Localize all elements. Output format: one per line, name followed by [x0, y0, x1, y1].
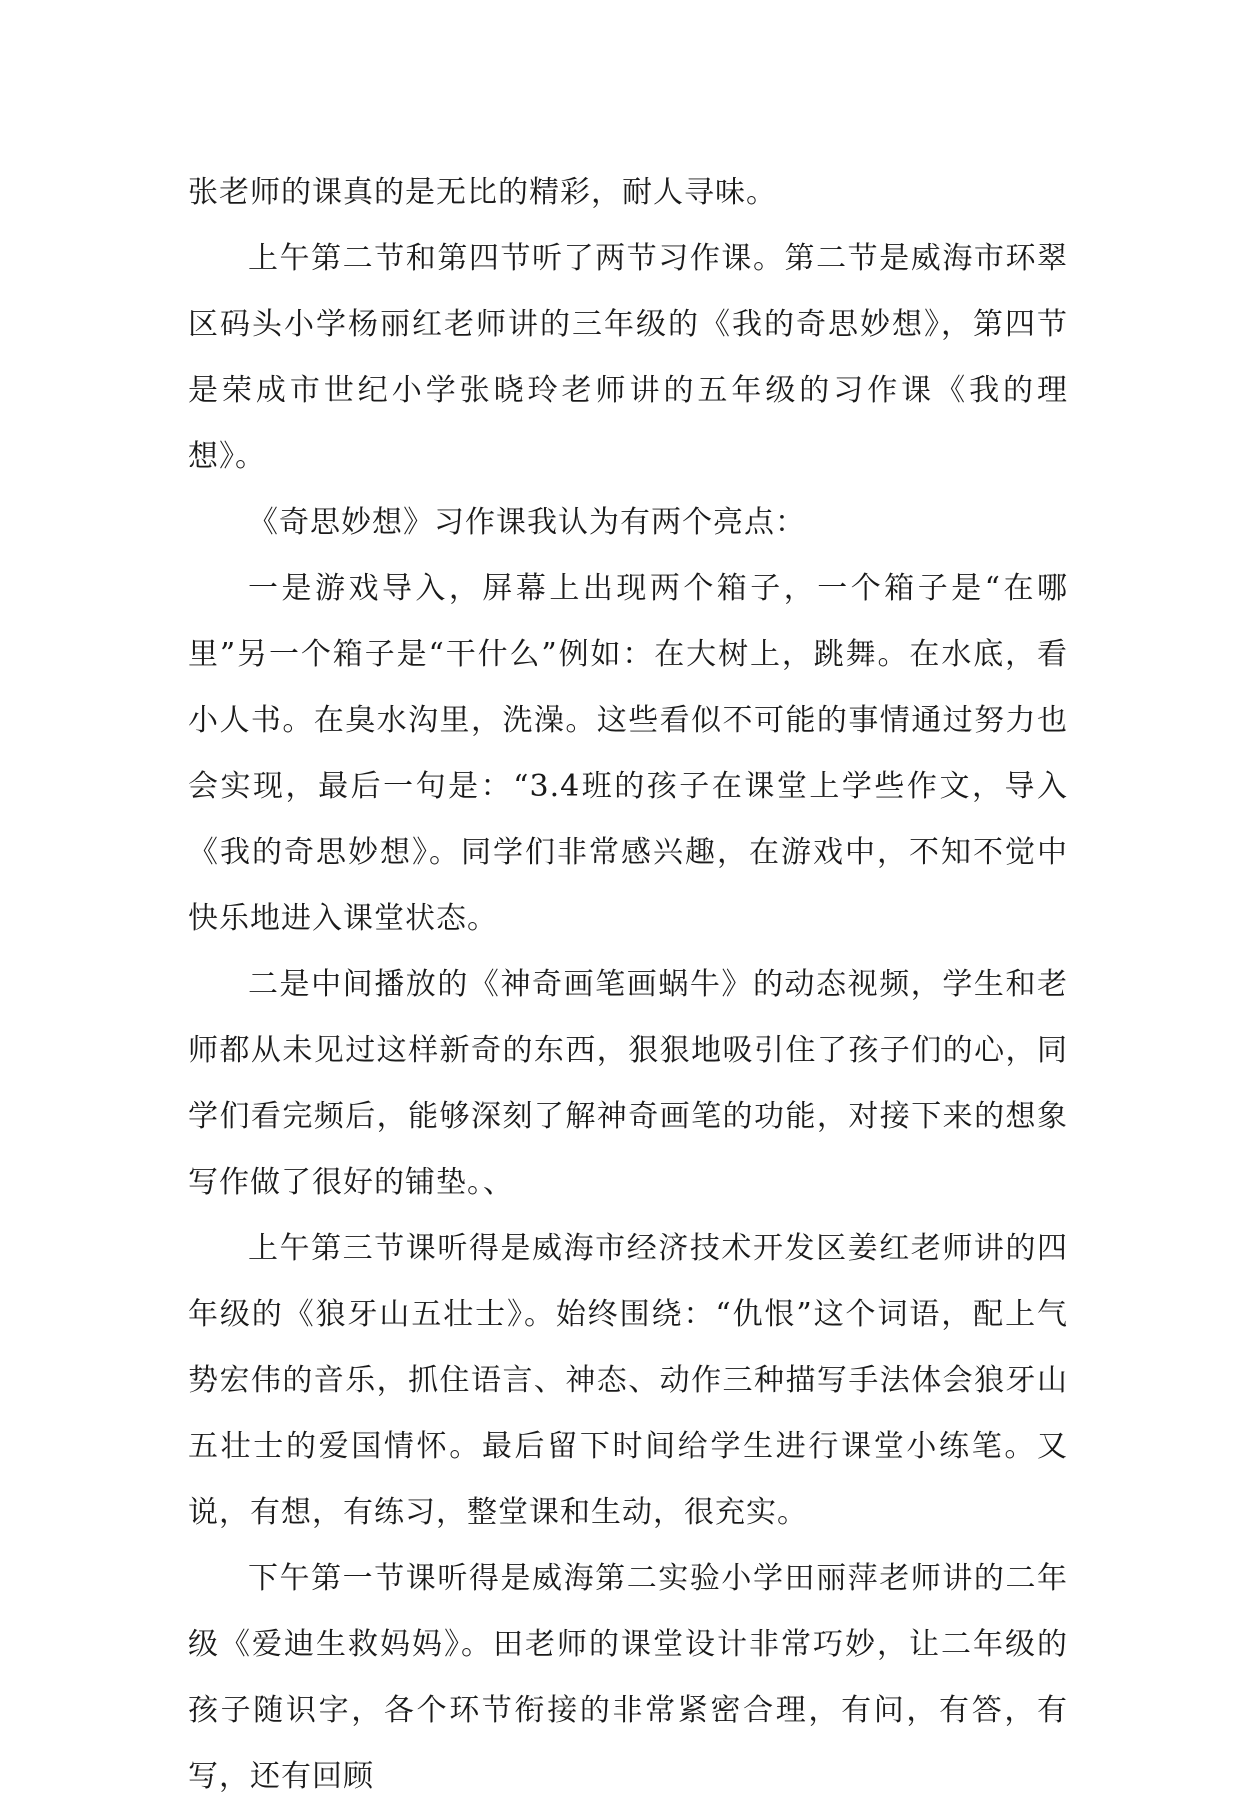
paragraph-5: 二是中间播放的《神奇画笔画蜗牛》的动态视频，学生和老师都从未见过这样新奇的东西，狠狠地吸引住了孩子们的心，同学们看完频后，能够深刻了解神奇画笔的功能，对接下来的想象写作做了很好的铺垫。、: [188, 967, 1068, 1200]
paragraph-6: 上午第三节课听得是威海市经济技术开发区姜红老师讲的四年级的《狼牙山五壮士》。始终围绕：“仇恨”这个词语，配上气势宏伟的音乐，抓住语言、神态、动作三种描写手法体会狼牙山五壮士的爱国情怀。最后留下时间给学生进行课堂小练笔。又说，有想，有练习，整堂课和生动，很充实。: [188, 1231, 1068, 1530]
paragraph-1: 张老师的课真的是无比的精彩，耐人寻味。: [188, 175, 777, 210]
paragraph-4: 一是游戏导入，屏幕上出现两个箱子，一个箱子是“在哪里”另一个箱子是“干什么”例如：在大树上，跳舞。在水底，看小人书。在臭水沟里，洗澡。这些看似不可能的事情通过努力也会实现，最后一句是：“3.4班的孩子在课堂上学些作文，导入《我的奇思妙想》。同学们非常感兴趣，在游戏中，不知不觉中快乐地进入课堂状态。: [188, 571, 1068, 936]
document-body: [188, 160, 1068, 1810]
paragraph-3: 《奇思妙想》习作课我认为有两个亮点：: [248, 505, 806, 540]
paragraph-7: 下午第一节课听得是威海第二实验小学田丽萍老师讲的二年级《爱迪生救妈妈》。田老师的课堂设计非常巧妙，让二年级的孩子随识字，各个环节衔接的非常紧密合理，有问，有答，有写，还有回顾: [188, 1561, 1068, 1794]
paragraph-2: 上午第二节和第四节听了两节习作课。第二节是威海市环翠区码头小学杨丽红老师讲的三年级的《我的奇思妙想》，第四节是荣成市世纪小学张晓玲老师讲的五年级的习作课《我的理想》。: [188, 241, 1068, 474]
